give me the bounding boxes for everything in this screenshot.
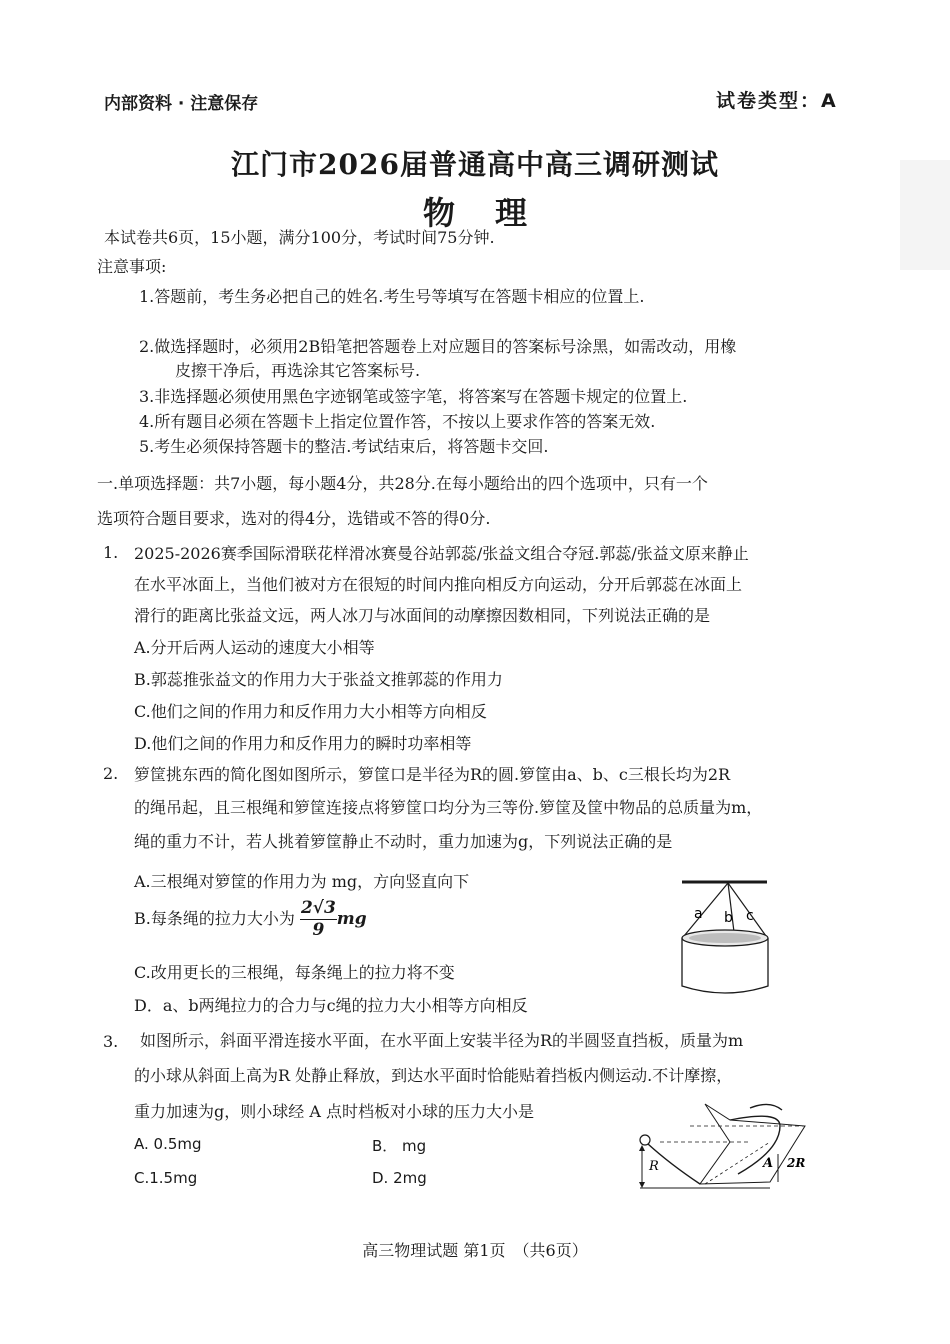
question-number: 1. bbox=[103, 543, 119, 562]
question-text: 重力加速为g，则小球经 A 点时档板对小球的压力大小是 bbox=[134, 1102, 534, 1121]
question-number: 3. bbox=[103, 1032, 119, 1051]
paper-type-label: 试卷类型：A bbox=[716, 90, 838, 112]
option-b bbox=[134, 900, 367, 939]
option-b-unit: mg bbox=[336, 909, 367, 929]
label-2r: 2R bbox=[787, 1156, 806, 1170]
label-c: c bbox=[746, 908, 754, 924]
arrow-head bbox=[639, 1182, 645, 1188]
arrow-head bbox=[639, 1145, 645, 1151]
option-d: D．a、b两绳拉力的合力与c绳的拉力大小相等方向相反 bbox=[134, 996, 528, 1015]
note-item: 皮擦干净后，再选涂其它答案标号. bbox=[175, 361, 421, 380]
question-text: 箩筐挑东西的简化图如图所示，箩筐口是半径为R的圆.箩筐由a、b、c三根长均为2R bbox=[134, 765, 731, 784]
option-b-text: B.每条绳的拉力大小为 bbox=[134, 909, 295, 928]
fraction-denominator: 9 bbox=[312, 920, 325, 940]
option-b: B． mg bbox=[372, 1137, 427, 1155]
question-text: 绳的重力不计，若人挑着箩筐静止不动时，重力加速为g，下列说法正确的是 bbox=[134, 832, 673, 851]
subject-title: 物理 bbox=[422, 194, 567, 232]
section-heading: 选项符合题目要求，选对的得4分，选错或不答的得0分. bbox=[97, 509, 491, 528]
note-item: 4.所有题目必须在答题卡上指定位置作答，不按以上要求作答的答案无效. bbox=[139, 412, 656, 431]
basket-figure bbox=[672, 874, 782, 998]
note-item: 5.考生必须保持答题卡的整洁.考试结束后，将答题卡交回. bbox=[139, 437, 549, 456]
option-c: C.他们之间的作用力和反作用力大小相等方向相反 bbox=[134, 702, 487, 721]
ball bbox=[640, 1135, 650, 1145]
note-item: 3.非选择题必须使用黑色字迹钢笔或签字笔，将答案写在答题卡规定的位置上. bbox=[139, 387, 688, 406]
confidential-label: 内部资料 · 注意保存 bbox=[104, 94, 259, 114]
option-b: B.郭蕊推张益文的作用力大于张益文推郭蕊的作用力 bbox=[134, 670, 503, 689]
note-item: 2.做选择题时，必须用2B铅笔把答题卷上对应题目的答案标号涂黑，如需改动，用橡 bbox=[139, 337, 737, 356]
question-text: 在水平冰面上，当他们被对方在很短的时间内推向相反方向运动，分开后郭蕊在冰面上 bbox=[134, 575, 743, 594]
basket-contents bbox=[689, 933, 761, 943]
exam-title: 江门市2026届普通高中高三调研测试 bbox=[231, 148, 719, 181]
option-c: C.改用更长的三根绳，每条绳上的拉力将不变 bbox=[134, 963, 455, 982]
question-text: 滑行的距离比张益文远，两人冰刀与冰面间的动摩擦因数相同，下列说法正确的是 bbox=[134, 606, 711, 625]
question-text: 的绳吊起，且三根绳和箩筐连接点将箩筐口均分为三等份.箩筐及筐中物品的总质量为m， bbox=[134, 798, 763, 817]
option-a: A.分开后两人运动的速度大小相等 bbox=[134, 638, 375, 657]
section-heading: 一.单项选择题：共7小题，每小题4分，共28分.在每小题给出的四个选项中，只有一个 bbox=[97, 474, 708, 493]
label-a: a bbox=[694, 906, 703, 922]
option-a: A.三根绳对箩筐的作用力为 mg，方向竖直向下 bbox=[134, 872, 470, 891]
option-a: A. 0.5mg bbox=[134, 1135, 202, 1153]
rope-a bbox=[684, 883, 728, 936]
page-footer: 高三物理试题 第1页 （共6页） bbox=[362, 1241, 588, 1260]
incline-baffle-figure bbox=[630, 1092, 815, 1198]
note-item: 1.答题前，考生务必把自己的姓名.考生号等填写在答题卡相应的位置上. bbox=[139, 287, 645, 306]
notes-title: 注意事项: bbox=[97, 257, 167, 276]
label-b: b bbox=[724, 910, 733, 926]
question-text: 如图所示，斜面平滑连接水平面，在水平面上安装半径为R的半圆竖直挡板，质量为m bbox=[140, 1031, 744, 1050]
label-r: R bbox=[649, 1159, 659, 1174]
option-d: D.他们之间的作用力和反作用力的瞬时功率相等 bbox=[134, 734, 472, 753]
option-d: D. 2mg bbox=[372, 1169, 427, 1187]
question-text: 的小球从斜面上高为R 处静止释放，到达水平面时恰能贴着挡板内侧运动.不计摩擦， bbox=[134, 1066, 733, 1085]
fraction-two-root-three-over-nine bbox=[300, 900, 337, 939]
intro-text: 本试卷共6页，15小题，满分100分，考试时间75分钟. bbox=[104, 228, 495, 247]
fraction-numerator: 2√3 bbox=[300, 898, 336, 918]
label-a-point: A bbox=[763, 1156, 774, 1171]
baffle-top-edge bbox=[750, 1104, 782, 1110]
question-text: 2025-2026赛季国际滑联花样滑冰赛曼谷站郭蕊/张益文组合夺冠.郭蕊/张益文原来静止 bbox=[134, 544, 749, 563]
question-number: 2. bbox=[103, 764, 119, 783]
option-c: C.1.5mg bbox=[134, 1169, 198, 1187]
